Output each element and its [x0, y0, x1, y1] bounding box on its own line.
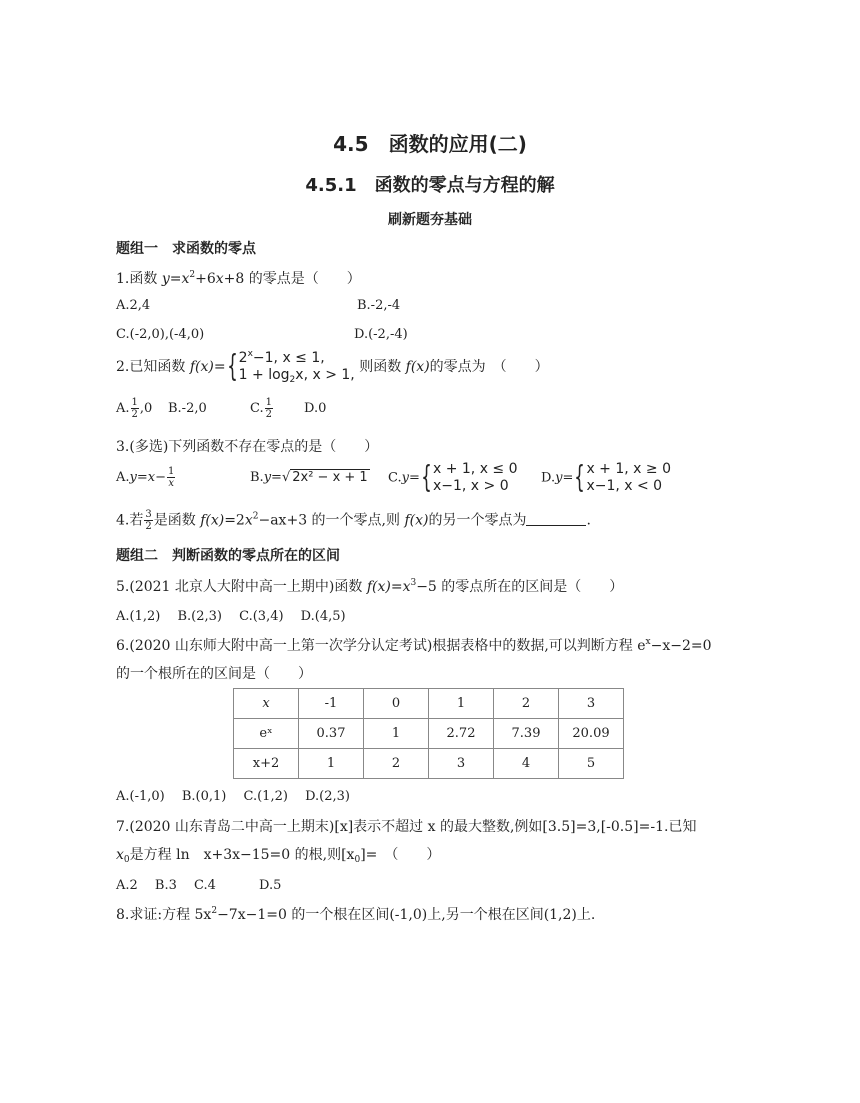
q5-options: A.(1,2) B.(2,3) C.(3,4) D.(4,5) [116, 609, 346, 624]
q3-optB-radicand: 2x² − x + 1 [292, 470, 368, 485]
q3-option-a [116, 466, 176, 489]
table-cell: -1 [299, 689, 364, 719]
q3-option-d [541, 461, 671, 495]
q2-eq: = [213, 359, 226, 375]
table-cell: 0 [364, 689, 429, 719]
q2-piecewise: { $2^x-1$, x ≤ 1, $1 + \log_2x$, x > 1, [226, 349, 355, 385]
q8-text1: 8.求证:方程 5x [116, 907, 212, 923]
q7-options: A.2 B.3 C.4 D.5 [116, 878, 282, 893]
q3-optD-piecewise: { x + 1, x ≥ 0 x−1, x < 0 [574, 460, 671, 495]
question-6-line1 [116, 635, 712, 655]
table-cell: 3 [429, 749, 494, 779]
question-4 [116, 509, 591, 532]
q1-option-d: D.(-2,-4) [354, 327, 408, 342]
q7-line2b: 是方程 ln x+3x−15=0 的根,则[x [129, 847, 355, 863]
q5-eq: = [390, 579, 403, 595]
question-1 [116, 268, 361, 288]
q8-text2: −7x−1=0 的一个根在区间(-1,0)上,另一个根在区间(1,2)上. [217, 907, 596, 923]
question-2 [116, 350, 549, 384]
q4-exp: 2 [252, 511, 259, 522]
table-cell: 4 [494, 749, 559, 779]
answer-blank[interactable] [526, 513, 586, 526]
q2-case1-rest: −1, x ≤ 1, [252, 350, 325, 366]
q2-optA-den: 2 [131, 409, 138, 420]
q7-sub2: 0 [354, 855, 361, 865]
q4-fx2: f(x) [404, 512, 429, 529]
table-cell: 2.72 [429, 719, 494, 749]
q2-suffix2: 的零点为 （ ） [429, 359, 549, 375]
q3-optC-case2: x−1, x > 0 [432, 478, 509, 494]
q3-optC-expr: y= [401, 470, 420, 486]
group-heading-1: 题组一 求函数的零点 [116, 241, 256, 257]
table-cell: 1 [299, 749, 364, 779]
q2-suffix1: 则函数 [359, 359, 406, 375]
q3-option-b [250, 470, 370, 485]
q3-optA-num: 1 [168, 466, 175, 477]
q2-optA-num: 1 [131, 397, 138, 408]
question-6-line2: 的一个根所在的区间是（ ） [116, 666, 312, 682]
q2-optC-label: C. [250, 401, 264, 416]
q4-fraction [144, 509, 152, 532]
q2-optC-fraction [265, 397, 273, 420]
q2-optC-num: 1 [265, 397, 272, 408]
q1-x2: x [215, 271, 224, 287]
q3-optC-piecewise: { x + 1, x ≤ 0 x−1, x > 0 [421, 460, 518, 495]
question-5 [116, 576, 623, 596]
q7-line2c: ]= （ ） [360, 847, 441, 863]
q3-optC-label: C. [388, 470, 402, 486]
section-title: 4.5.1 函数的零点与方程的解 [305, 175, 555, 196]
q2-optA-rest: ,0 [139, 401, 153, 416]
values-table [233, 688, 624, 779]
table-row [234, 749, 624, 779]
table-cell: 0.37 [299, 719, 364, 749]
q4-num: 3 [145, 509, 152, 520]
q1-option-a: A.2,4 [116, 298, 151, 313]
question-3: 3.(多选)下列函数不存在零点的是（ ） [116, 439, 379, 455]
q2-option-a [116, 397, 152, 420]
q3-optB-sqrt: √ 2x² − x + 1 [281, 470, 368, 485]
q8-exp: 2 [211, 906, 218, 916]
q2-optA-label: A. [116, 401, 130, 416]
q3-optA-fraction [167, 466, 175, 489]
q1-prefix: 1.函数 [116, 271, 162, 287]
q5-text1: 5.(2021 北京人大附中高一上期中)函数 [116, 579, 367, 595]
q5-fx: f(x) [366, 579, 391, 595]
q4-rest: −ax+3 的一个零点,则 [258, 512, 405, 529]
table-cell: 20.09 [559, 719, 624, 749]
q3-optA-expr: y=x− [129, 470, 166, 485]
q2-option-d: D.0 [304, 401, 327, 416]
table-row [234, 689, 624, 719]
q3-optB-label: B. [250, 470, 264, 485]
q2-case1: 2 [238, 350, 248, 366]
table-cell: x+2 [234, 749, 299, 779]
q1-option-b: B.-2,-4 [357, 298, 401, 313]
question-7-line1: 7.(2020 山东青岛二中高一上期末)[x]表示不超过 x 的最大整数,例如[3.5]=3,[-0.5]=-1.已知 [116, 819, 697, 835]
q3-optD-label: D. [541, 470, 556, 486]
q1-option-c: C.(-2,0),(-4,0) [116, 327, 205, 342]
q3-optD-case2: x−1, x < 0 [586, 478, 663, 494]
table-cell: 3 [559, 689, 624, 719]
q2-optC-den: 2 [265, 409, 272, 420]
q4-x: x [244, 512, 253, 529]
table-cell: 5 [559, 749, 624, 779]
question-8 [116, 904, 595, 924]
group-heading-2: 题组二 判断函数的零点所在的区间 [116, 548, 340, 564]
table-cell: 7.39 [494, 719, 559, 749]
q4-suffix: 的另一个零点为 [428, 512, 527, 529]
q4-prefix: 4.若 [116, 512, 144, 529]
table-cell: 1 [429, 689, 494, 719]
q3-option-c [388, 461, 518, 495]
q7-sub: 0 [123, 855, 130, 865]
q2-fx: f(x) [189, 359, 214, 375]
q6-line1b: −x−2=0 [650, 638, 712, 654]
q2-option-c [250, 397, 274, 420]
q5-x: x [402, 579, 411, 595]
q1-var: y [161, 271, 170, 287]
q3-optA-label: A. [116, 470, 130, 485]
table-cell: 2 [494, 689, 559, 719]
q2-case2-b: x, x > 1, [295, 367, 355, 383]
q6-line1-exp: x [645, 637, 651, 647]
table-cell: 2 [364, 749, 429, 779]
q2-prefix: 2.已知函数 [116, 359, 190, 375]
q6-options: A.(-1,0) B.(0,1) C.(1,2) D.(2,3) [116, 789, 350, 804]
q1-x: x [181, 271, 190, 287]
question-7-line2 [116, 844, 440, 864]
q2-case2-a: 1 + log [238, 367, 290, 383]
q4-eq: =2 [224, 512, 245, 529]
q7-x: x [116, 847, 124, 863]
q2-case1-exp: x [247, 349, 253, 359]
q2-case2-sub: 2 [289, 375, 296, 385]
q2-fx2: f(x) [405, 359, 430, 375]
page-title: 4.5 函数的应用(二) [333, 132, 527, 156]
q2-optA-fraction [131, 397, 139, 420]
table-cell: eˣ [234, 719, 299, 749]
q1-rest2: +8 的零点是（ ） [223, 271, 361, 287]
section-subtitle: 刷新题夯基础 [388, 212, 472, 228]
table-header-x: x [262, 696, 270, 711]
q3-optD-expr: y= [555, 470, 574, 486]
q4-fx: f(x) [200, 512, 225, 529]
q1-rest1: +6 [195, 271, 216, 287]
table-cell [234, 689, 299, 719]
table-cell: 1 [364, 719, 429, 749]
q4-den: 2 [145, 521, 152, 532]
q3-optA-den: x [168, 478, 174, 489]
q1-eq: = [169, 271, 182, 287]
q5-exp: 3 [410, 578, 417, 588]
q6-line1a: 6.(2020 山东师大附中高一上第一次学分认定考试)根据表格中的数据,可以判断方程 e [116, 638, 646, 654]
q4-end: . [586, 512, 591, 529]
q2-option-b: B.-2,0 [168, 401, 207, 416]
q3-optB-expr: y= [263, 470, 282, 485]
q3-optC-case1: x + 1, x ≤ 0 [432, 461, 518, 477]
q1-exp: 2 [189, 270, 196, 280]
q5-text2: −5 的零点所在的区间是（ ） [416, 579, 624, 595]
q3-optD-case1: x + 1, x ≥ 0 [586, 461, 671, 477]
q4-mid: 是函数 [153, 512, 201, 529]
table-row [234, 719, 624, 749]
